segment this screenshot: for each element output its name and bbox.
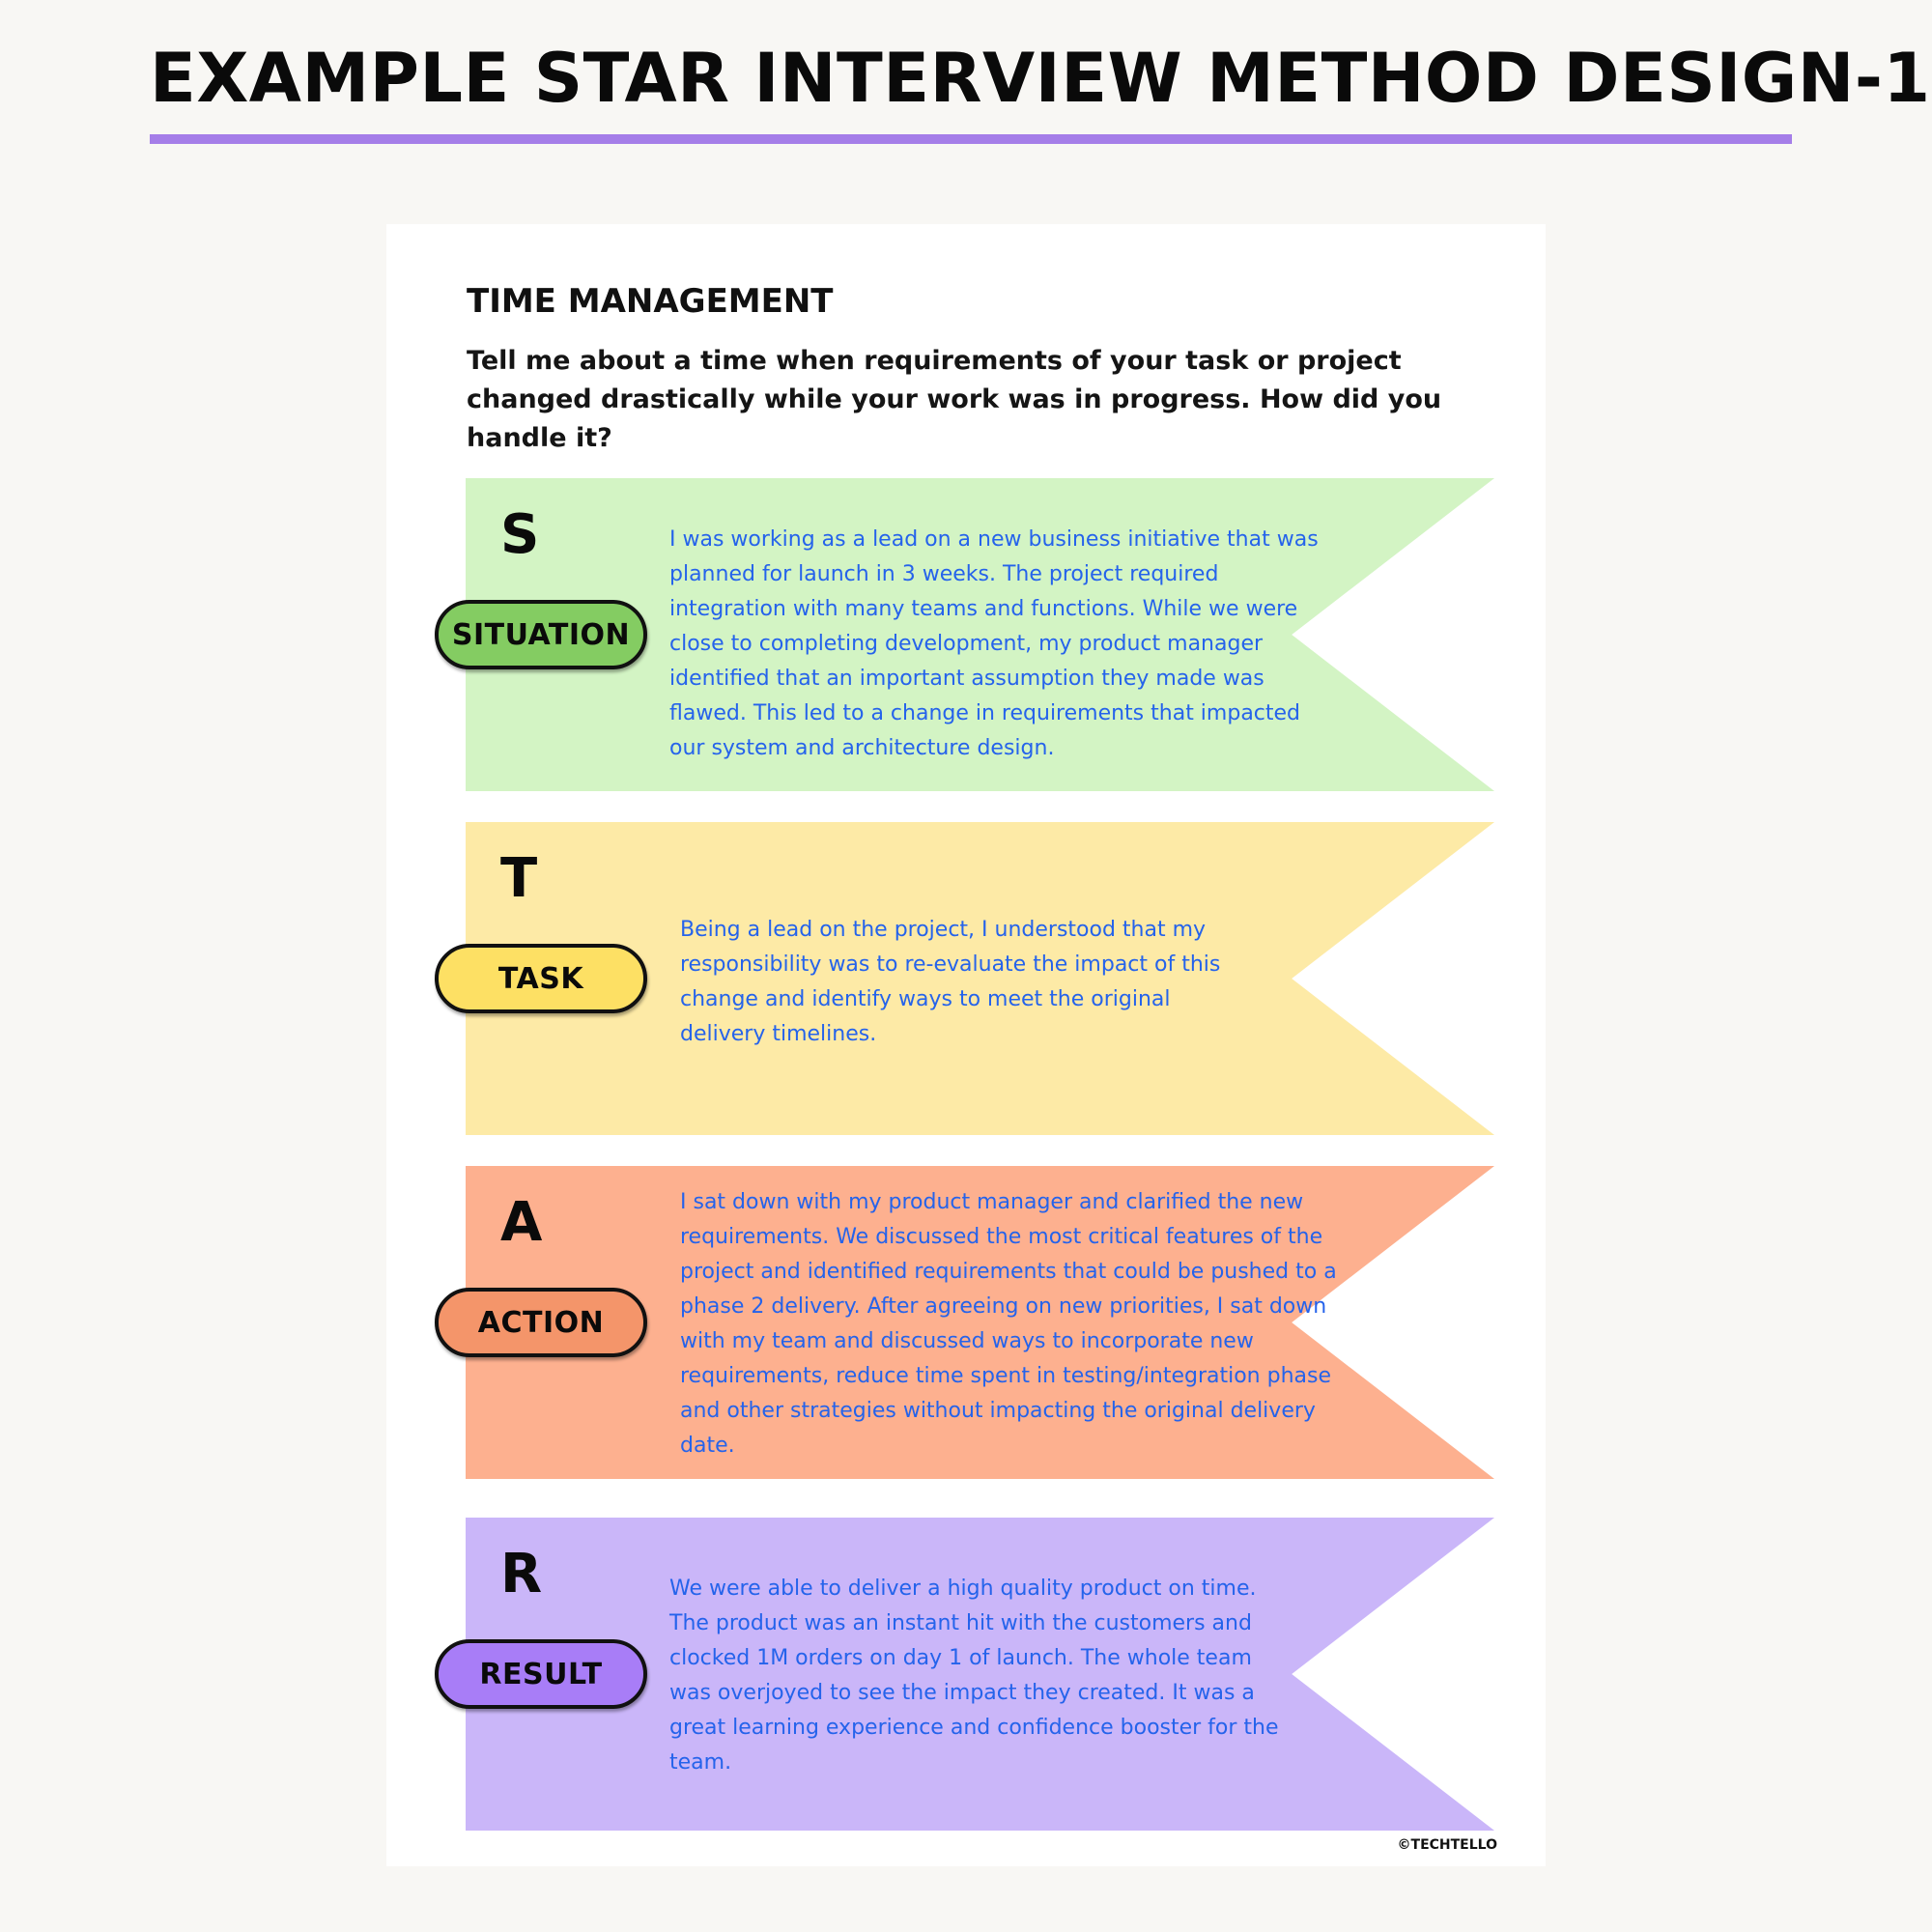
copyright-mark: ©TECHTELLO [1397, 1837, 1497, 1853]
action-text: I sat down with my product manager and clarified the new requirements. We discussed the most critical features of the project and identified requirements that could be pushed to a phase 2 delivery. After agreeing on new priorities, I sat down with my team and discussed ways to incorporate new requirements, reduce time spent in testing/integration phase and other strategies without impacting the original delivery date. [680, 1190, 1337, 1458]
task-banner [466, 822, 1494, 1135]
situation-letter: S [500, 503, 540, 566]
action-letter: A [500, 1191, 543, 1254]
result-label-pill: RESULT [435, 1639, 647, 1709]
result-text: We were able to deliver a high quality product on time. The product was an instant hit with the customers and clocked 1M orders on day 1 of launch. The whole team was overjoyed to see the impact they created. It was a great learning experience and confidence booster for the team. [669, 1577, 1279, 1775]
result-letter: R [500, 1543, 543, 1605]
interview-question: Tell me about a time when requirements of your task or project changed drastically while your work was in progress. How did you handle it? [467, 346, 1442, 453]
situation-banner [451, 478, 1494, 791]
action-banner [466, 1166, 1494, 1479]
situation-label-pill: SITUATION [435, 600, 647, 669]
title-underline [150, 134, 1792, 144]
page-title: EXAMPLE STAR INTERVIEW METHOD DESIGN-1 [150, 39, 1931, 118]
task-text: Being a lead on the project, I understood that my responsibility was to re-evaluate the impact of this change and identify ways to meet the original delivery timelines. [680, 918, 1221, 1046]
task-label-pill: TASK [435, 944, 647, 1013]
situation-text: I was working as a lead on a new business initiative that was planned for launch in 3 weeks. The project required integration with many teams and functions. While we were close to completing development, my product manager identified that an important assumption they made was flawed. This led to a change in requirements that impacted our system and architecture design. [669, 527, 1319, 760]
topic-heading: TIME MANAGEMENT [467, 282, 834, 321]
result-banner [466, 1518, 1494, 1831]
star-card [386, 224, 1546, 1866]
action-label-pill: ACTION [435, 1288, 647, 1357]
task-letter: T [500, 847, 538, 910]
